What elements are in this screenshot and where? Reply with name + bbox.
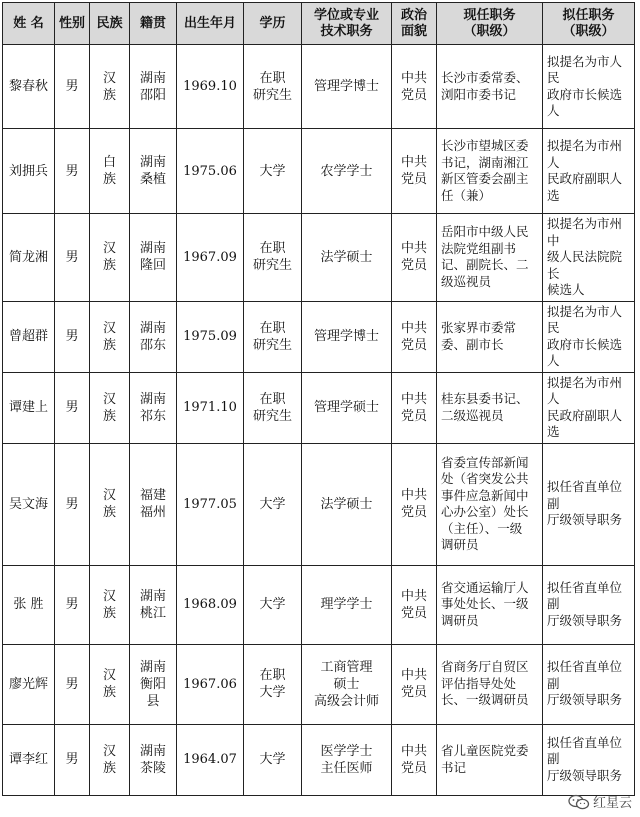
cell-gender: 男: [55, 129, 90, 214]
cell-gender: 男: [55, 644, 90, 724]
cell-origin: 湖南 祁东: [130, 372, 177, 443]
cell-degree: 农学学士: [302, 129, 392, 214]
header-birth: 出生年月: [177, 3, 244, 45]
cell-degree: 法学硕士: [302, 214, 392, 302]
cell-political: 中共 党员: [392, 372, 437, 443]
cell-degree: 理学学士: [302, 565, 392, 644]
watermark-text: 红星云: [592, 796, 632, 811]
cell-degree: 管理学博士: [302, 301, 392, 372]
cell-ethnicity: 汉 族: [90, 372, 130, 443]
cell-birth: 1968.09: [177, 565, 244, 644]
cell-degree: 管理学硕士: [302, 372, 392, 443]
cell-birth: 1964.07: [177, 724, 244, 795]
cell-degree: 法学硕士: [302, 443, 392, 565]
cell-gender: 男: [55, 301, 90, 372]
cell-education: 在职 研究生: [244, 214, 302, 302]
table-row: [3, 214, 635, 302]
cell-origin: 湖南 衡阳 县: [130, 644, 177, 724]
cell-education: 大学: [244, 565, 302, 644]
cell-education: 大学: [244, 129, 302, 214]
cell-proposed-post: 拟任省直单位副 厅级领导职务: [543, 724, 635, 795]
header-education: 学历: [244, 3, 302, 45]
cell-political: 中共 党员: [392, 724, 437, 795]
cell-birth: 1969.10: [177, 45, 244, 129]
cell-degree: 工商管理 硕士 高级会计师: [302, 644, 392, 724]
cell-gender: 男: [55, 565, 90, 644]
cell-political: 中共 党员: [392, 214, 437, 302]
cell-origin: 湖南 隆回: [130, 214, 177, 302]
cell-political: 中共 党员: [392, 565, 437, 644]
header-proposed-post: 拟任职务 （职级）: [543, 3, 635, 45]
cell-ethnicity: 汉 族: [90, 214, 130, 302]
header-political: 政治 面貌: [392, 3, 437, 45]
cell-proposed-post: 拟提名为市人民 政府市长候选人: [543, 45, 635, 129]
cell-gender: 男: [55, 45, 90, 129]
cell-proposed-post: 拟提名为市州人 民政府副职人选: [543, 129, 635, 214]
cell-education: 大学: [244, 443, 302, 565]
cell-current-post: 省交通运输厅人 事处处长、一级 调研员: [437, 565, 543, 644]
cell-education: 在职 研究生: [244, 372, 302, 443]
cell-proposed-post: 拟提名为市州中 级人民法院院长 候选人: [543, 214, 635, 302]
header-current-post: 现任职务 （职级）: [437, 3, 543, 45]
table-row: [3, 372, 635, 443]
cell-political: 中共 党员: [392, 644, 437, 724]
cell-name: 曾超群: [3, 301, 55, 372]
cell-current-post: 桂东县委书记、 二级巡视员: [437, 372, 543, 443]
cell-ethnicity: 汉 族: [90, 565, 130, 644]
cell-origin: 福建 福州: [130, 443, 177, 565]
table-row: [3, 301, 635, 372]
cell-origin: 湖南 桃江: [130, 565, 177, 644]
cell-ethnicity: 汉 族: [90, 644, 130, 724]
header-ethnicity: 民族: [90, 3, 130, 45]
cell-education: 在职 大学: [244, 644, 302, 724]
cell-proposed-post: 拟任省直单位副 厅级领导职务: [543, 644, 635, 724]
cell-origin: 湖南 桑植: [130, 129, 177, 214]
cell-ethnicity: 汉 族: [90, 301, 130, 372]
cell-birth: 1977.05: [177, 443, 244, 565]
header-origin: 籍贯: [130, 3, 177, 45]
cell-current-post: 省委宣传部新闻 处（省突发公共 事件应急新闻中 心办公室）处长 （主任）、一级 调研员: [437, 443, 543, 565]
cell-gender: 男: [55, 443, 90, 565]
cell-gender: 男: [55, 372, 90, 443]
cell-education: 在职 研究生: [244, 301, 302, 372]
cell-birth: 1975.09: [177, 301, 244, 372]
cell-ethnicity: 汉 族: [90, 45, 130, 129]
cell-political: 中共 党员: [392, 443, 437, 565]
cell-education: 大学: [244, 724, 302, 795]
cell-name: 谭建上: [3, 372, 55, 443]
cell-proposed-post: 拟提名为市州人 民政府副职人选: [543, 372, 635, 443]
cell-degree: 医学学士 主任医师: [302, 724, 392, 795]
table-row: [3, 45, 635, 129]
table-row: [3, 724, 635, 795]
cell-ethnicity: 白 族: [90, 129, 130, 214]
table-row: [3, 443, 635, 565]
table-row: [3, 644, 635, 724]
cell-degree: 管理学博士: [302, 45, 392, 129]
wechat-logo-icon: [568, 794, 590, 810]
cell-origin: 湖南 茶陵: [130, 724, 177, 795]
cell-birth: 1967.09: [177, 214, 244, 302]
table-header-row: [3, 3, 635, 45]
cell-current-post: 张家界市委常 委、副市长: [437, 301, 543, 372]
cell-origin: 湖南 邵东: [130, 301, 177, 372]
cell-gender: 男: [55, 724, 90, 795]
candidate-roster-table: [2, 2, 635, 796]
cell-birth: 1971.10: [177, 372, 244, 443]
header-name: 姓 名: [3, 3, 55, 45]
cell-birth: 1975.06: [177, 129, 244, 214]
cell-current-post: 省商务厅自贸区 评估指导处处 长、一级调研员: [437, 644, 543, 724]
cell-ethnicity: 汉 族: [90, 443, 130, 565]
cell-political: 中共 党员: [392, 45, 437, 129]
watermark: [568, 792, 632, 811]
cell-ethnicity: 汉 族: [90, 724, 130, 795]
cell-origin: 湖南 邵阳: [130, 45, 177, 129]
cell-name: 谭李红: [3, 724, 55, 795]
cell-proposed-post: 拟提名为市人民 政府市长候选人: [543, 301, 635, 372]
cell-current-post: 省儿童医院党委 书记: [437, 724, 543, 795]
table-row: [3, 129, 635, 214]
cell-current-post: 长沙市望城区委 书记，湖南湘江 新区管委会副主 任（兼）: [437, 129, 543, 214]
cell-current-post: 岳阳市中级人民 法院党组副书 记、副院长、二 级巡视员: [437, 214, 543, 302]
header-degree: 学位或专业 技术职务: [302, 3, 392, 45]
cell-political: 中共 党员: [392, 129, 437, 214]
cell-political: 中共 党员: [392, 301, 437, 372]
cell-proposed-post: 拟任省直单位副 厅级领导职务: [543, 565, 635, 644]
cell-gender: 男: [55, 214, 90, 302]
header-gender: 性别: [55, 3, 90, 45]
cell-name: 简龙湘: [3, 214, 55, 302]
cell-proposed-post: 拟任省直单位副 厅级领导职务: [543, 443, 635, 565]
cell-name: 廖光辉: [3, 644, 55, 724]
cell-name: 刘拥兵: [3, 129, 55, 214]
cell-birth: 1967.06: [177, 644, 244, 724]
cell-name: 吴文海: [3, 443, 55, 565]
cell-education: 在职 研究生: [244, 45, 302, 129]
table-row: [3, 565, 635, 644]
cell-current-post: 长沙市委常委、 浏阳市委书记: [437, 45, 543, 129]
cell-name: 黎春秋: [3, 45, 55, 129]
cell-name: 张 胜: [3, 565, 55, 644]
